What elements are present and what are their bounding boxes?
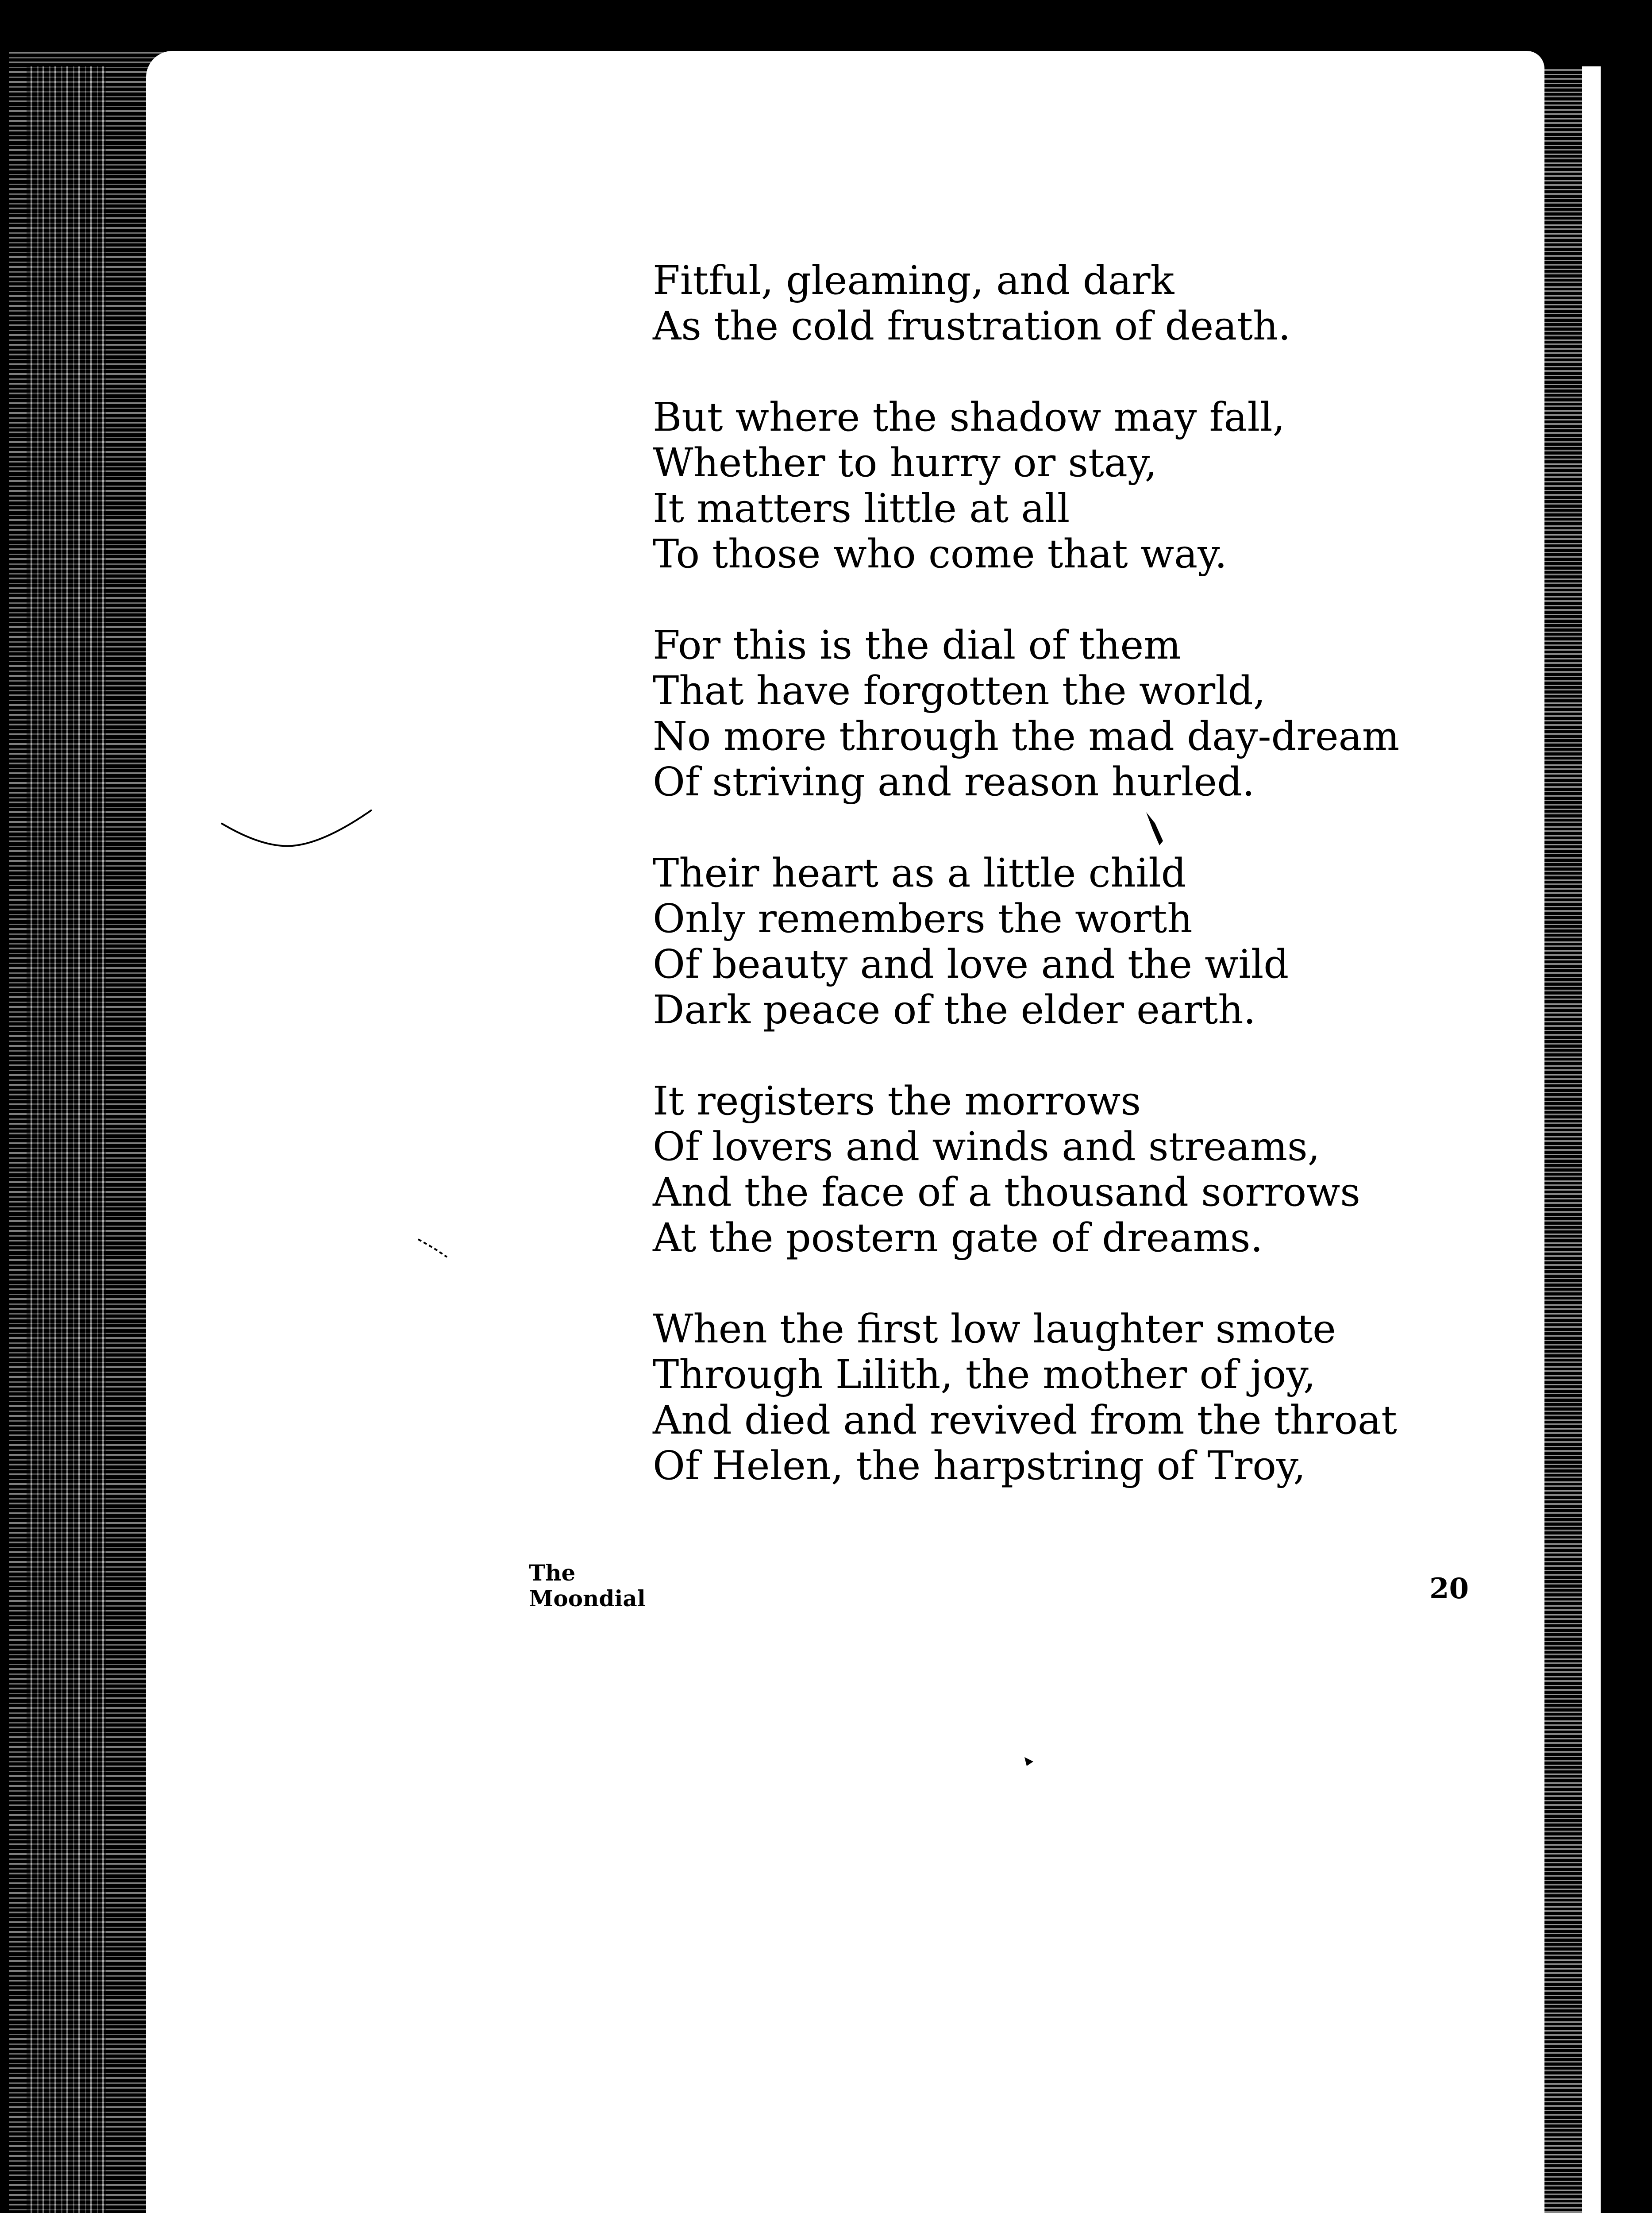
- poem-line: To those who come that way.: [653, 531, 1227, 577]
- stanza: [653, 1078, 1516, 1261]
- stanza: [653, 622, 1516, 805]
- ink-speck: [1022, 1755, 1036, 1768]
- poem-line: Fitful, gleaming, and dark: [653, 257, 1174, 303]
- poem-line: Of striving and reason hurled.: [653, 759, 1255, 805]
- poem-line: It matters little at all: [653, 485, 1070, 531]
- stanza: [653, 394, 1516, 577]
- poem-line: Whether to hurry or stay,: [653, 440, 1157, 486]
- ink-speck: [416, 1235, 451, 1261]
- poem-line: Dark peace of the elder earth.: [653, 987, 1256, 1033]
- poem-line: As the cold frustration of death.: [653, 303, 1291, 349]
- poem-line: At the postern gate of dreams.: [653, 1214, 1263, 1261]
- page-number: 20: [1429, 1572, 1469, 1605]
- running-title-line-2: Moondial: [529, 1585, 646, 1612]
- stanza: [653, 850, 1516, 1033]
- stanza: [653, 258, 1516, 349]
- poem-line: When the first low laughter smote: [653, 1306, 1336, 1352]
- poem-line: Of lovers and winds and streams,: [653, 1123, 1320, 1169]
- poem-line: And died and revived from the throat: [653, 1397, 1397, 1443]
- poem-line: Only remembers the worth: [653, 895, 1193, 941]
- poem-line: Through Lilith, the mother of joy,: [653, 1351, 1316, 1397]
- poem-line: And the face of a thousand sorrows: [653, 1169, 1360, 1215]
- poem-line: It registers the morrows: [653, 1078, 1141, 1124]
- poem-line: Of beauty and love and the wild: [653, 941, 1289, 987]
- poem-line: But where the shadow may fall,: [653, 394, 1285, 440]
- running-title-line-1: The: [529, 1560, 576, 1586]
- poem-text: [653, 258, 1516, 1534]
- left-binding-shadow: [27, 66, 106, 2213]
- right-edge-strip: [1582, 66, 1601, 2213]
- poem-line: That have forgotten the world,: [653, 667, 1266, 713]
- stanza: [653, 1306, 1516, 1488]
- poem-line: Their heart as a little child: [653, 850, 1186, 896]
- poem-line: No more through the mad day-dream: [653, 713, 1400, 759]
- poem-line: For this is the dial of them: [653, 622, 1181, 668]
- running-title: [529, 1560, 646, 1612]
- pencil-mark: [212, 797, 389, 867]
- poem-line: Of Helen, the harpstring of Troy,: [653, 1442, 1306, 1488]
